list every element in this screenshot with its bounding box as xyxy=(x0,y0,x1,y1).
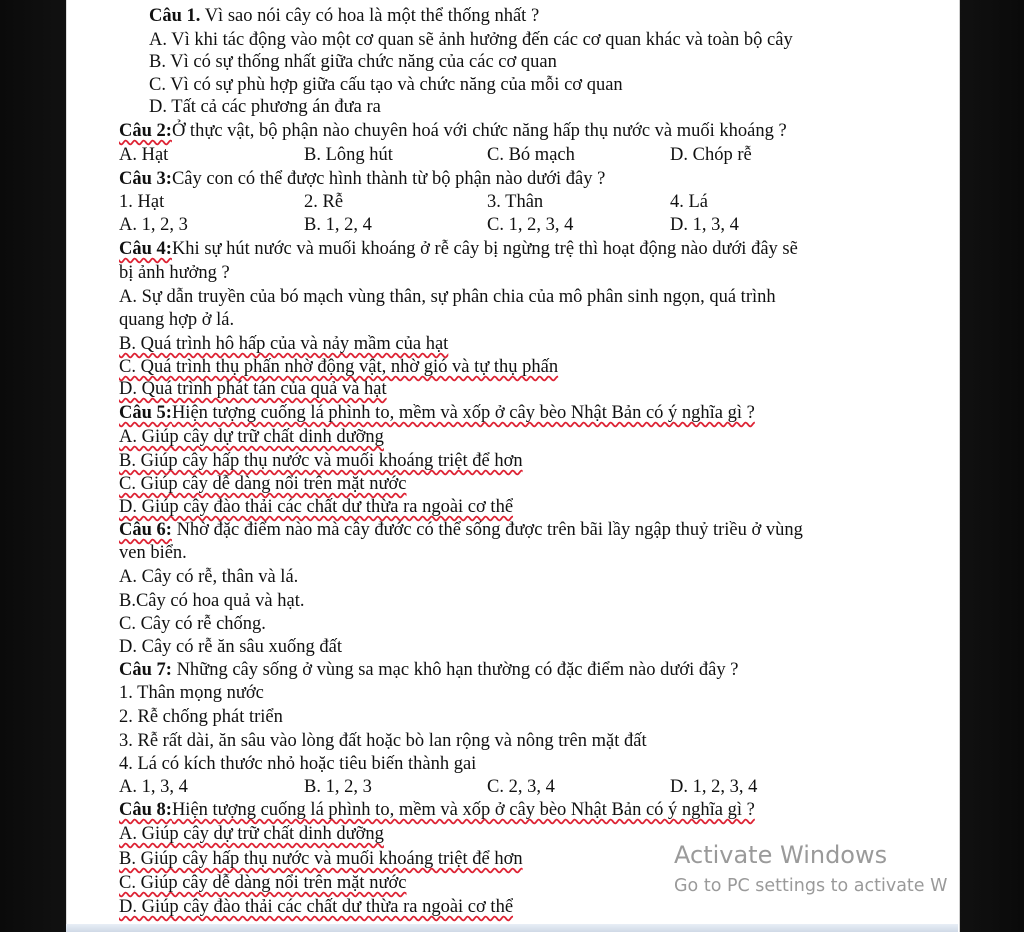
q6-option-c: C. Cây có rễ chống. xyxy=(119,614,266,634)
q2-option-a: A. Hạt xyxy=(119,145,169,165)
question-4 xyxy=(119,239,798,260)
q8-option-c: C. Giúp cây dễ dàng nổi trên mặt nước xyxy=(119,873,407,893)
q4-option-b: B. Quá trình hô hấp của và nảy mầm của hạt xyxy=(119,334,449,354)
question-1 xyxy=(149,6,539,27)
q2-text: Ở thực vật, bộ phận nào chuyên hoá với chức năng hấp thụ nước và muối khoáng ? xyxy=(171,121,787,141)
q4-option-a: A. Sự dẫn truyền của bó mạch vùng thân, sự phân chia của mô phân sinh ngọn, quá trình xyxy=(119,287,776,307)
q7-option-d: D. 1, 2, 3, 4 xyxy=(670,777,758,797)
q4-text: Khi sự hút nước và muối khoáng ở rễ cây bị ngừng trệ thì hoạt động nào dưới đây sẽ xyxy=(171,239,798,259)
q2-label: Câu 2: xyxy=(119,121,172,141)
question-3 xyxy=(119,169,605,190)
q8-text: Hiện tượng cuống lá phình to, mềm và xốp ở cây bèo Nhật Bản có ý nghĩa gì ? xyxy=(171,800,755,820)
q5-text: Hiện tượng cuống lá phình to, mềm và xốp ở cây bèo Nhật Bản có ý nghĩa gì ? xyxy=(171,403,755,423)
document-page[interactable] xyxy=(66,0,960,932)
q3-item-1: 1. Hạt xyxy=(119,192,165,212)
left-dark-margin xyxy=(0,0,66,932)
q5-label: Câu 5: xyxy=(119,403,172,423)
q7-item-4: 4. Lá có kích thước nhỏ hoặc tiêu biến thành gai xyxy=(119,754,477,774)
q5-option-a: A. Giúp cây dự trữ chất dinh dưỡng xyxy=(119,427,384,447)
q8-option-d: D. Giúp cây đào thải các chất dư thừa ra ngoài cơ thể xyxy=(119,897,514,917)
q1-option-a: A. Vì khi tác động vào một cơ quan sẽ ảnh hưởng đến các cơ quan khác và toàn bộ cây xyxy=(149,30,793,50)
q1-option-c: C. Vì có sự phù hợp giữa cấu tạo và chức năng của mỗi cơ quan xyxy=(149,75,623,95)
q3-item-4: 4. Lá xyxy=(670,192,709,212)
question-8 xyxy=(119,800,755,821)
q7-item-2: 2. Rễ chống phát triển xyxy=(119,707,283,727)
question-2 xyxy=(119,121,787,142)
q7-label: Câu 7: xyxy=(119,660,172,680)
q2-option-b: B. Lông hút xyxy=(304,145,393,165)
q4-option-a-cont: quang hợp ở lá. xyxy=(119,310,235,330)
q1-option-d: D. Tất cả các phương án đưa ra xyxy=(149,97,381,117)
q6-option-b: B.Cây có hoa quả và hạt. xyxy=(119,591,305,611)
q7-item-3: 3. Rễ rất dài, ăn sâu vào lòng đất hoặc bò lan rộng và nông trên mặt đất xyxy=(119,731,647,751)
q3-option-c: C. 1, 2, 3, 4 xyxy=(487,215,574,235)
q1-label: Câu 1. xyxy=(149,6,201,26)
q3-option-a: A. 1, 2, 3 xyxy=(119,215,188,235)
q7-option-b: B. 1, 2, 3 xyxy=(304,777,372,797)
question-5 xyxy=(119,403,755,424)
q3-item-2: 2. Rễ xyxy=(304,192,344,212)
q3-label: Câu 3: xyxy=(119,169,172,189)
q4-label: Câu 4: xyxy=(119,239,172,259)
q4-text-cont: bị ảnh hưởng ? xyxy=(119,263,230,283)
window-bottom-strip xyxy=(66,924,958,932)
q4-option-d: D. Quá trình phát tán của quả và hạt xyxy=(119,379,387,399)
q6-text-cont: ven biển. xyxy=(119,543,187,563)
q8-option-b: B. Giúp cây hấp thụ nước và muối khoáng triệt để hơn xyxy=(119,849,523,869)
q5-option-d: D. Giúp cây đào thải các chất dư thừa ra ngoài cơ thể xyxy=(119,497,514,517)
question-6 xyxy=(119,520,803,541)
q3-item-3: 3. Thân xyxy=(487,192,544,212)
q5-option-b: B. Giúp cây hấp thụ nước và muối khoáng triệt để hơn xyxy=(119,451,523,471)
q7-option-c: C. 2, 3, 4 xyxy=(487,777,555,797)
q6-option-a: A. Cây có rễ, thân và lá. xyxy=(119,567,299,587)
q3-text: Cây con có thể được hình thành từ bộ phận nào dưới đây ? xyxy=(171,169,606,189)
q1-option-b: B. Vì có sự thống nhất giữa chức năng của các cơ quan xyxy=(149,52,557,72)
q7-text: Những cây sống ở vùng sa mạc khô hạn thường có đặc điểm nào dưới đây ? xyxy=(171,660,739,680)
right-dark-margin xyxy=(958,0,1024,932)
q8-label: Câu 8: xyxy=(119,800,172,820)
q6-text: Nhờ đặc điểm nào mà cây đước có thể sống được trên bãi lầy ngập thuỷ triều ở vùng xyxy=(171,520,803,540)
q7-option-a: A. 1, 3, 4 xyxy=(119,777,188,797)
q6-label: Câu 6: xyxy=(119,520,172,540)
q3-option-b: B. 1, 2, 4 xyxy=(304,215,372,235)
activate-windows-subtitle: Go to PC settings to activate W xyxy=(674,876,948,896)
q4-option-c: C. Quá trình thụ phấn nhờ động vật, nhờ gió và tự thụ phấn xyxy=(119,357,559,377)
q6-option-d: D. Cây có rễ ăn sâu xuống đất xyxy=(119,637,342,657)
q5-option-c: C. Giúp cây dễ dàng nổi trên mặt nước xyxy=(119,474,407,494)
question-7 xyxy=(119,660,738,681)
q8-option-a: A. Giúp cây dự trữ chất dinh dưỡng xyxy=(119,824,384,844)
q7-item-1: 1. Thân mọng nước xyxy=(119,683,264,703)
q1-text: Vì sao nói cây có hoa là một thể thống nhất ? xyxy=(200,6,540,26)
q3-option-d: D. 1, 3, 4 xyxy=(670,215,739,235)
q2-option-d: D. Chóp rễ xyxy=(670,145,752,165)
activate-windows-title: Activate Windows xyxy=(674,841,888,869)
q2-option-c: C. Bó mạch xyxy=(487,145,575,165)
